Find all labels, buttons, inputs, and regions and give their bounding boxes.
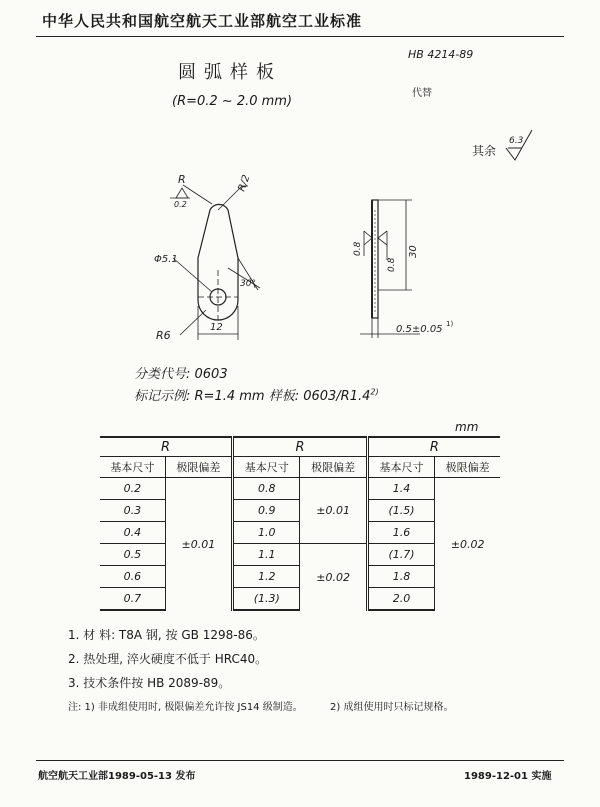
effective-date: 1989-12-01 实施 bbox=[464, 771, 552, 782]
footnote-1: 注: 1) 非成组使用时, 极限偏差允许按 JS14 级制造。 bbox=[68, 702, 303, 713]
size-cell: (1.3) bbox=[233, 588, 300, 611]
size-cell: 0.9 bbox=[233, 500, 300, 522]
col-basic-1: 基本尺寸 bbox=[100, 457, 165, 478]
roughness-label: 其余 bbox=[472, 144, 497, 158]
col-tol-3: 极限偏差 bbox=[435, 457, 500, 478]
label-phi: Φ5.1 bbox=[154, 254, 178, 265]
issue-date: 航空航天工业部1989-05-13 发布 bbox=[38, 771, 196, 782]
classification-code: 分类代号: 0603 bbox=[134, 367, 228, 382]
size-cell: 0.3 bbox=[100, 500, 165, 522]
marking-example-note: 2) bbox=[370, 387, 379, 397]
marking-example bbox=[134, 385, 379, 404]
group3-header: R bbox=[367, 437, 500, 457]
col-tol-1: 极限偏差 bbox=[165, 457, 232, 478]
roughness-value: 6.3 bbox=[509, 136, 524, 146]
table-row bbox=[100, 478, 500, 500]
size-cell: (1.5) bbox=[367, 500, 434, 522]
footer-rule bbox=[36, 760, 564, 761]
size-cell: 0.7 bbox=[100, 588, 165, 611]
label-height: 30 bbox=[408, 245, 419, 258]
note-material: 1. 材 料: T8A 钢, 按 GB 1298-86。 bbox=[68, 628, 265, 642]
label-r6: R6 bbox=[156, 329, 171, 342]
col-tol-2: 极限偏差 bbox=[300, 457, 367, 478]
unit-label: mm bbox=[455, 420, 479, 434]
org-title: 中华人民共和国航空航天工业部航空工业标准 bbox=[42, 12, 363, 30]
standard-number: HB 4214-89 bbox=[408, 48, 474, 61]
col-basic-2: 基本尺寸 bbox=[233, 457, 300, 478]
label-0-2: 0.2 bbox=[174, 200, 187, 209]
tolerance-cell: ±0.01 bbox=[165, 478, 232, 611]
size-cell: 1.1 bbox=[233, 544, 300, 566]
size-cell: 0.8 bbox=[233, 478, 300, 500]
replaces-label: 代替 bbox=[412, 88, 432, 99]
doc-subtitle: (R=0.2 ~ 2.0 mm) bbox=[172, 94, 293, 109]
note-spec: 3. 技术条件按 HB 2089-89。 bbox=[68, 676, 231, 690]
label-thickness-note: 1) bbox=[446, 320, 454, 328]
footnote-2: 2) 成组使用时只标记规格。 bbox=[330, 702, 454, 713]
size-cell: 1.6 bbox=[367, 522, 434, 544]
label-r-top: R bbox=[178, 173, 186, 186]
size-cell: (1.7) bbox=[367, 544, 434, 566]
tolerance-cell: ±0.01 bbox=[300, 478, 367, 544]
size-cell: 0.5 bbox=[100, 544, 165, 566]
size-cell: 0.4 bbox=[100, 522, 165, 544]
size-cell: 1.2 bbox=[233, 566, 300, 588]
size-cell: 1.4 bbox=[367, 478, 434, 500]
dimension-table bbox=[100, 436, 500, 611]
label-angle: 30° bbox=[240, 279, 256, 289]
doc-title: 圆弧样板 bbox=[178, 62, 282, 83]
roughness-symbol bbox=[506, 130, 532, 160]
label-width: 12 bbox=[210, 322, 223, 333]
size-cell: 1.8 bbox=[367, 566, 434, 588]
group1-header: R bbox=[100, 437, 233, 457]
size-cell: 0.6 bbox=[100, 566, 165, 588]
group2-header: R bbox=[233, 437, 368, 457]
tolerance-cell: ±0.02 bbox=[300, 544, 367, 611]
label-r-half: R/2 bbox=[236, 173, 253, 194]
label-roughness-b: 0.8 bbox=[387, 257, 397, 272]
size-cell: 0.2 bbox=[123, 482, 142, 495]
note-heat-treatment: 2. 热处理, 淬火硬度不低于 HRC40。 bbox=[68, 652, 268, 666]
col-basic-3: 基本尺寸 bbox=[367, 457, 434, 478]
label-roughness-a: 0.8 bbox=[353, 241, 363, 256]
label-thickness: 0.5±0.05 bbox=[396, 324, 443, 335]
marking-example-text: 标记示例: R=1.4 mm 样板: 0603/R1.4 bbox=[134, 389, 371, 404]
size-cell: 1.0 bbox=[233, 522, 300, 544]
size-cell: 2.0 bbox=[367, 588, 434, 611]
tolerance-cell: ±0.02 bbox=[435, 478, 500, 611]
